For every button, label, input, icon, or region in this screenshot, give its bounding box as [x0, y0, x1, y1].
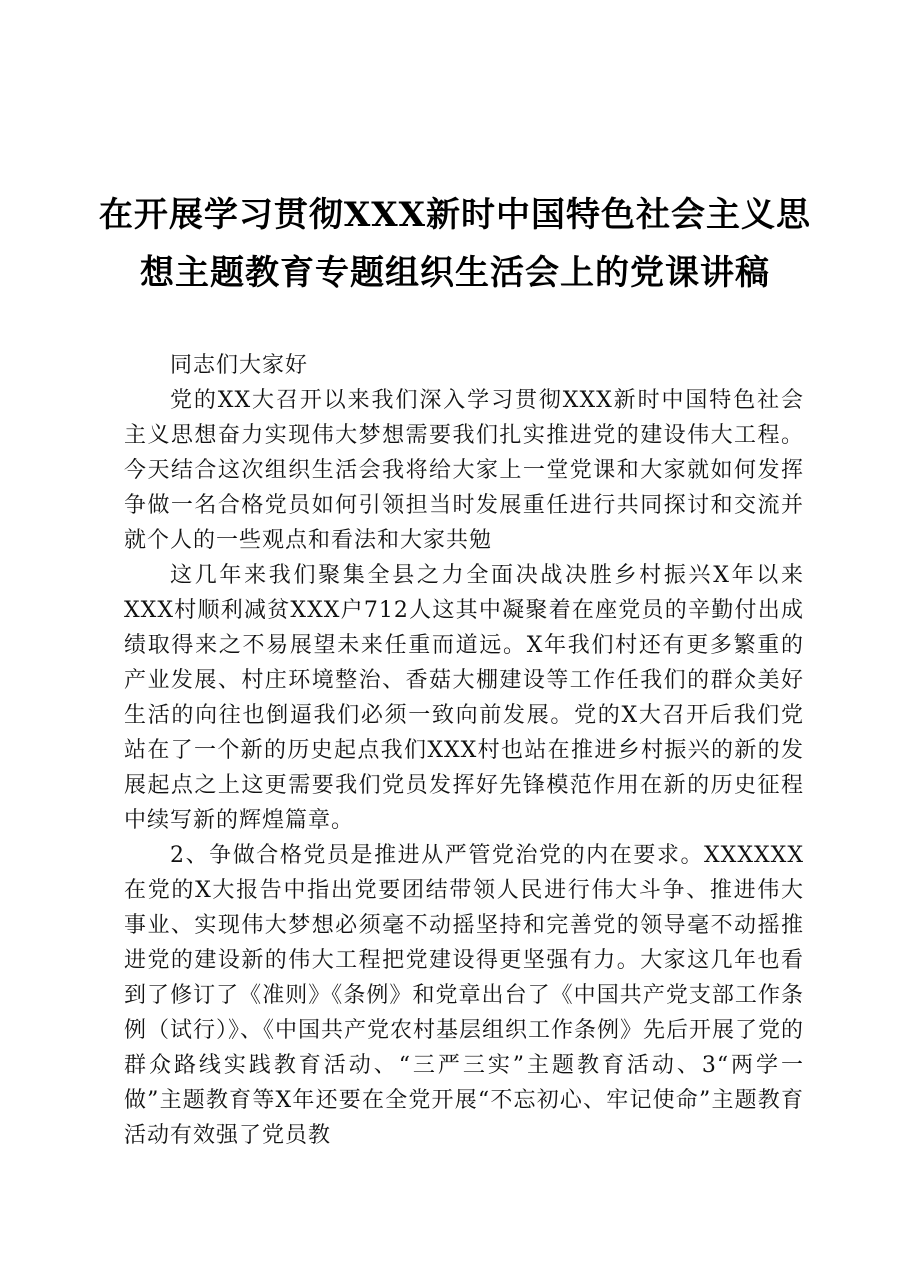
paragraph-1: 党的XX大召开以来我们深入学习贯彻XXX新时中国特色社会主义思想奋力实现伟大梦想需要我们扎实推进党的建设伟大工程。今天结合这次组织生活会我将给大家上一堂党课和大家就如何发挥争做一名合格党员如何引领担当时发展重任进行共同探讨和交流并就个人的一些观点和看法和大家共勉	[124, 388, 804, 553]
paragraph-greeting: 同志们大家好	[170, 353, 309, 378]
title-line-1: 在开展学习贯彻XXX新时中国特色社会主义思	[98, 195, 812, 235]
paragraph-2: 这几年来我们聚集全县之力全面决战决胜乡村振兴X年以来XXX村顺利减贫XXX户712人这其中凝聚着在座党员的辛勤付出成绩取得来之不易展望未来任重而道远。X年我们村还有更多繁重的产业发展、村庄环境整治、香菇大棚建设等工作任我们的群众美好生活的向往也倒逼我们必须一致向前发展。党的X大召开后我们党站在了一个新的历史起点我们XXX村也站在推进乡村振兴的新的发展起点之上这更需要我们党员发挥好先锋模范作用在新的历史征程中续写新的辉煌篇章。	[124, 563, 804, 833]
document-body	[124, 348, 804, 1153]
paragraph-3: 2、争做合格党员是推进从严管党治党的内在要求。XXXXXX在党的X大报告中指出党要团结带领人民进行伟大斗争、推进伟大事业、实现伟大梦想必须毫不动摇坚持和完善党的领导毫不动摇推进党的建设新的伟大工程把党建设得更坚强有力。大家这几年也看到了修订了《准则》《条例》和党章出台了《中国共产党支部工作条例（试行）》、《中国共产党农村基层组织工作条例》先后开展了党的群众路线实践教育活动、“三严三实”主题教育活动、3“两学一做”主题教育等X年还要在全党开展“不忘初心、牢记使命”主题教育活动有效强了党员教	[124, 843, 805, 1148]
title-line-2: 想主题教育专题组织生活会上的党课讲稿	[140, 253, 770, 293]
document-title	[95, 186, 815, 302]
